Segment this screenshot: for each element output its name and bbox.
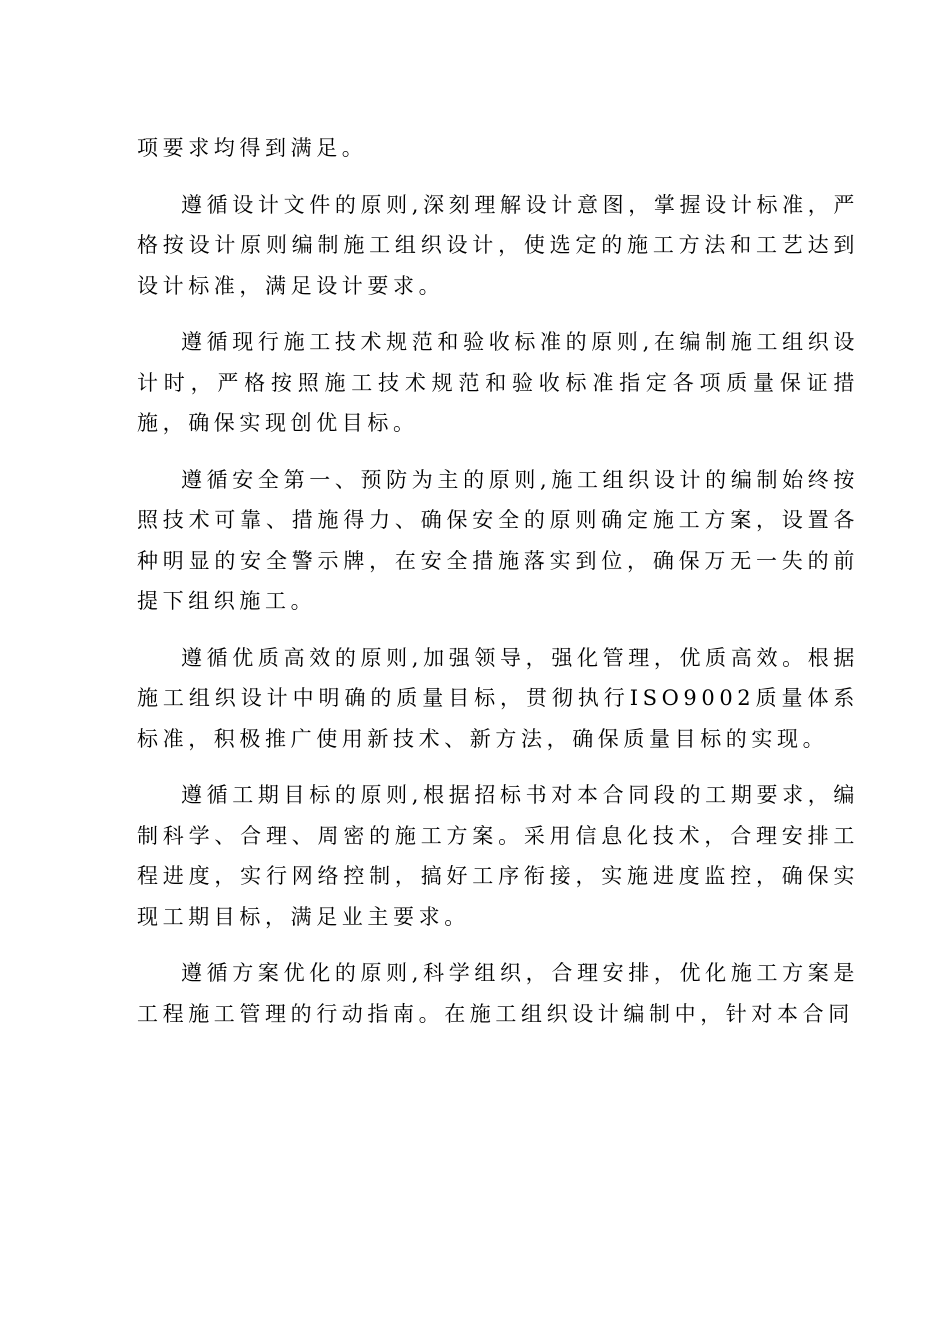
paragraph-safety-first: 遵循安全第一、预防为主的原则,施工组织设计的编制始终按照技术可靠、措施得力、确保安全的原则确定施工方案，设置各种明显的安全警示牌，在安全措施落实到位，确保万无一失的前提下组织施工。: [137, 467, 859, 613]
paragraph-plan-optimization: 遵循方案优化的原则,科学组织，合理安排，优化施工方案是工程施工管理的行动指南。在施工组织设计编制中，针对本合同: [137, 961, 859, 1026]
paragraph-design-documents: 遵循设计文件的原则,深刻理解设计意图，掌握设计标准，严格按设计原则编制施工组织设计，使选定的施工方法和工艺达到设计标准，满足设计要求。: [137, 192, 859, 298]
document-body: [137, 128, 859, 1050]
paragraph-quality-efficiency: 遵循优质高效的原则,加强领导，强化管理，优质高效。根据施工组织设计中明确的质量目标，贯彻执行ISO9002质量体系标准，积极推广使用新技术、新方法，确保质量目标的实现。: [137, 645, 859, 751]
paragraph-continuation: 项要求均得到满足。: [137, 136, 368, 160]
paragraph-technical-standards: 遵循现行施工技术规范和验收标准的原则,在编制施工组织设计时，严格按照施工技术规范和验收标准指定各项质量保证措施，确保实现创优目标。: [137, 330, 859, 435]
paragraph-schedule-target: 遵循工期目标的原则,根据招标书对本合同段的工期要求，编制科学、合理、周密的施工方案。采用信息化技术，合理安排工程进度，实行网络控制，搞好工序衔接，实施进度监控，确保实现工期目标，满足业主要求。: [137, 783, 859, 929]
